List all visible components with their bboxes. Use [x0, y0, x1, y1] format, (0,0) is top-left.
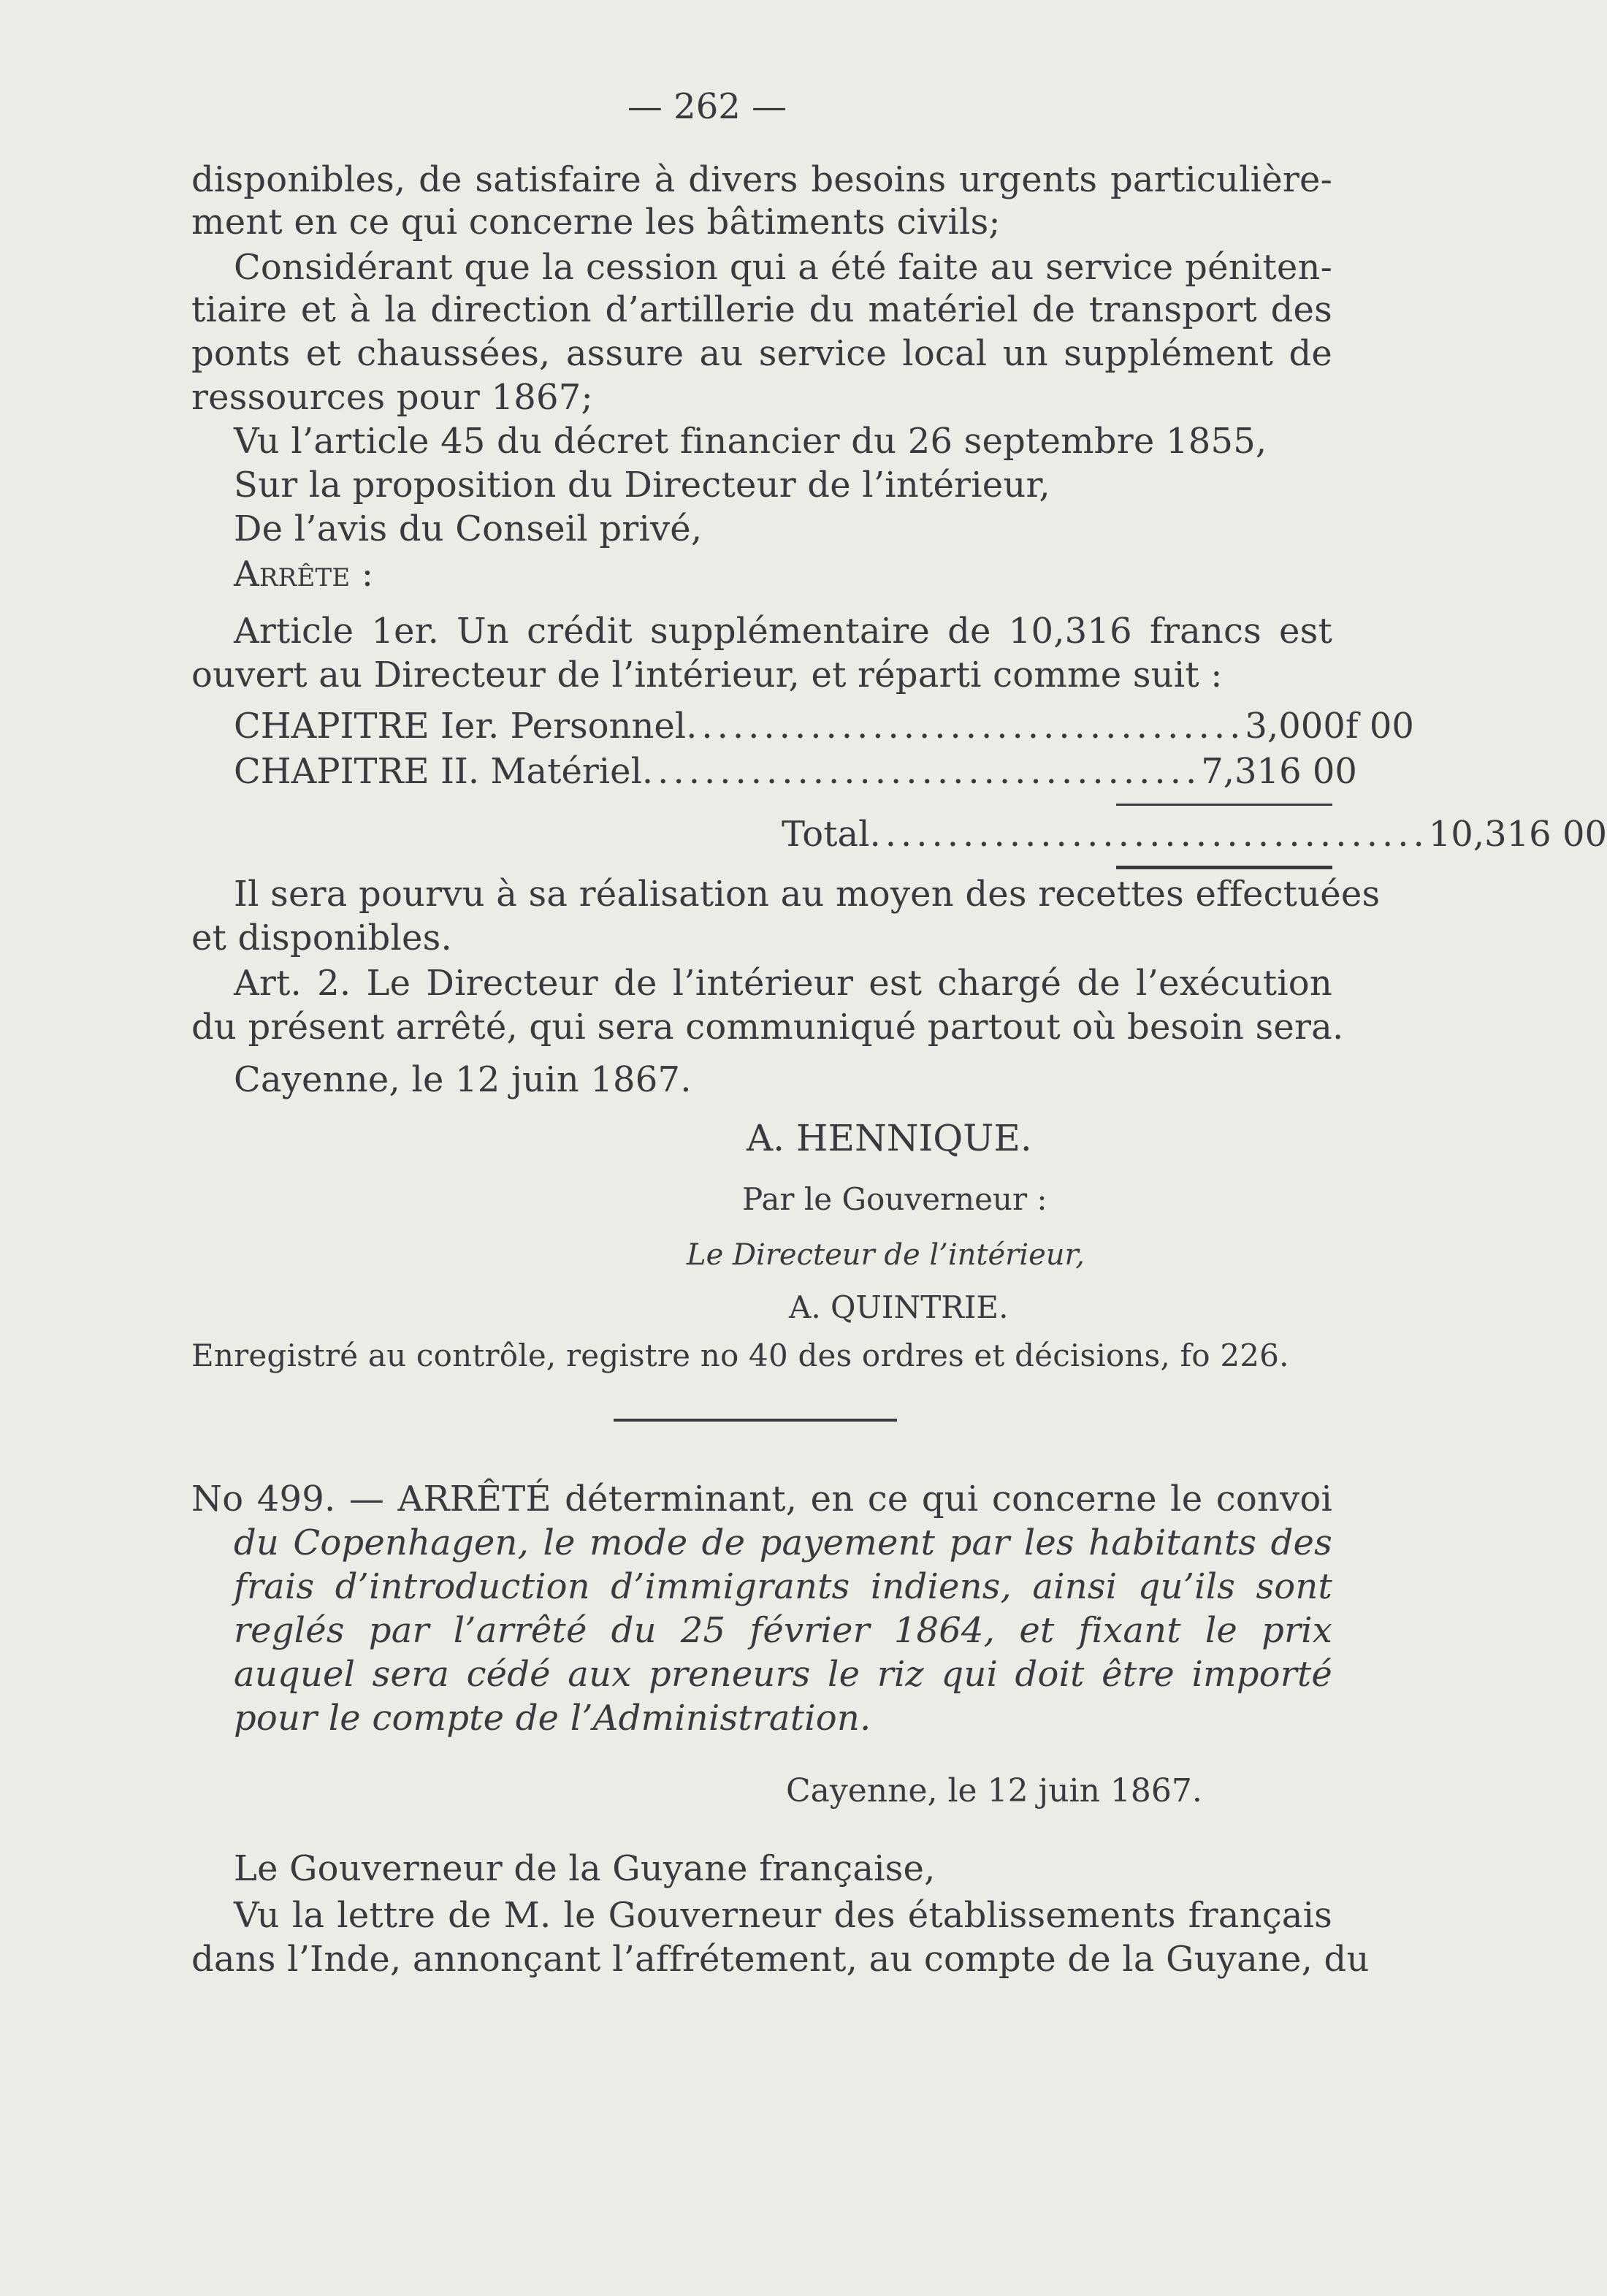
vu-lettre-line1: Vu la lettre de M. le Gouverneur des établissements français: [234, 1895, 1332, 1936]
para2-line2: tiaire et à la direction d’artillerie du matériel de transport des: [191, 289, 1332, 330]
total-amount: 10,316 00: [1428, 814, 1607, 855]
budget-row-materiel: [234, 751, 1357, 792]
art2-line2: du présent arrêté, qui sera communiqué partout où besoin sera.: [191, 1007, 1344, 1048]
no499-line2: du Copenhagen, le mode de payement par les habitants des: [234, 1522, 1332, 1563]
article1-line2: ouvert au Directeur de l’intérieur, et réparti comme suit :: [191, 655, 1223, 695]
dot-leader: ....................................: [869, 814, 1429, 855]
budget-row-total: [782, 814, 1607, 855]
budget-label: CHAPITRE Ier. Personnel: [234, 706, 687, 747]
dot-leader: ....................................: [641, 751, 1202, 792]
no499-line6: pour le compte de l’Administration.: [234, 1698, 871, 1739]
no499-line5: auquel sera cédé aux preneurs le riz qui doit être importé: [234, 1654, 1332, 1695]
signature-quintrie: A. QUINTRIE.: [789, 1289, 1009, 1325]
total-rule: [1116, 804, 1332, 806]
date-cayenne: Cayenne, le 12 juin 1867.: [786, 1772, 1202, 1809]
no499-line1: No 499. — ARRÊTÉ déterminant, en ce qui concerne le convoi: [191, 1479, 1332, 1519]
para1-line2: ment en ce qui concerne les bâtiments civils;: [191, 202, 1001, 243]
para2-line1: Considérant que la cession qui a été faite au service péniten-: [234, 247, 1332, 288]
par-le-gouverneur: Par le Gouverneur :: [742, 1181, 1047, 1217]
proposition-line: Sur la proposition du Directeur de l’intérieur,: [234, 465, 1050, 506]
para2-line4: ressources pour 1867;: [191, 377, 593, 418]
no499-line3: frais d’introduction d’immigrants indiens, ainsi qu’ils sont: [234, 1566, 1332, 1607]
section-separator: [614, 1419, 897, 1422]
budget-amount: 7,316 00: [1201, 751, 1357, 792]
art2-line1: Art. 2. Le Directeur de l’intérieur est chargé de l’exécution: [234, 963, 1332, 1004]
vu-lettre-line2: dans l’Inde, annonçant l’affrétement, au compte de la Guyane, du: [191, 1939, 1370, 1980]
no499-line4: reglés par l’arrêté du 25 février 1864, et fixant le prix: [234, 1610, 1332, 1651]
directeur-title: Le Directeur de l’intérieur,: [687, 1238, 1085, 1272]
arrete-heading: Arrête :: [234, 554, 374, 595]
para2-line3: ponts et chaussées, assure au service local un supplément de: [191, 333, 1332, 374]
gouverneur-line: Le Gouverneur de la Guyane française,: [234, 1848, 936, 1889]
signature-hennique: A. HENNIQUE.: [747, 1117, 1032, 1159]
budget-label: CHAPITRE II. Matériel: [234, 751, 642, 792]
dot-leader: ....................................: [686, 706, 1245, 747]
vu-article: Vu l’article 45 du décret financier du 26 septembre 1855,: [234, 421, 1267, 462]
date-line: Cayenne, le 12 juin 1867.: [234, 1059, 692, 1100]
total-label: Total: [782, 814, 870, 855]
budget-row-personnel: [234, 706, 1414, 747]
enregistre-line: Enregistré au contrôle, registre no 40 des ordres et décisions, fo 226.: [191, 1338, 1289, 1373]
avis-line: De l’avis du Conseil privé,: [234, 508, 703, 549]
para1-line1: disponibles, de satisfaire à divers besoins urgents particulière-: [191, 159, 1332, 200]
article1-line1: Article 1er. Un crédit supplémentaire de 10,316 francs est: [234, 611, 1332, 652]
page-number: — 262 —: [627, 86, 787, 127]
total-double-rule: [1116, 866, 1332, 869]
pourvu-line1: Il sera pourvu à sa réalisation au moyen des recettes effectuées: [234, 874, 1381, 915]
budget-amount: 3,000f 00: [1245, 706, 1414, 747]
pourvu-line2: et disponibles.: [191, 918, 452, 958]
